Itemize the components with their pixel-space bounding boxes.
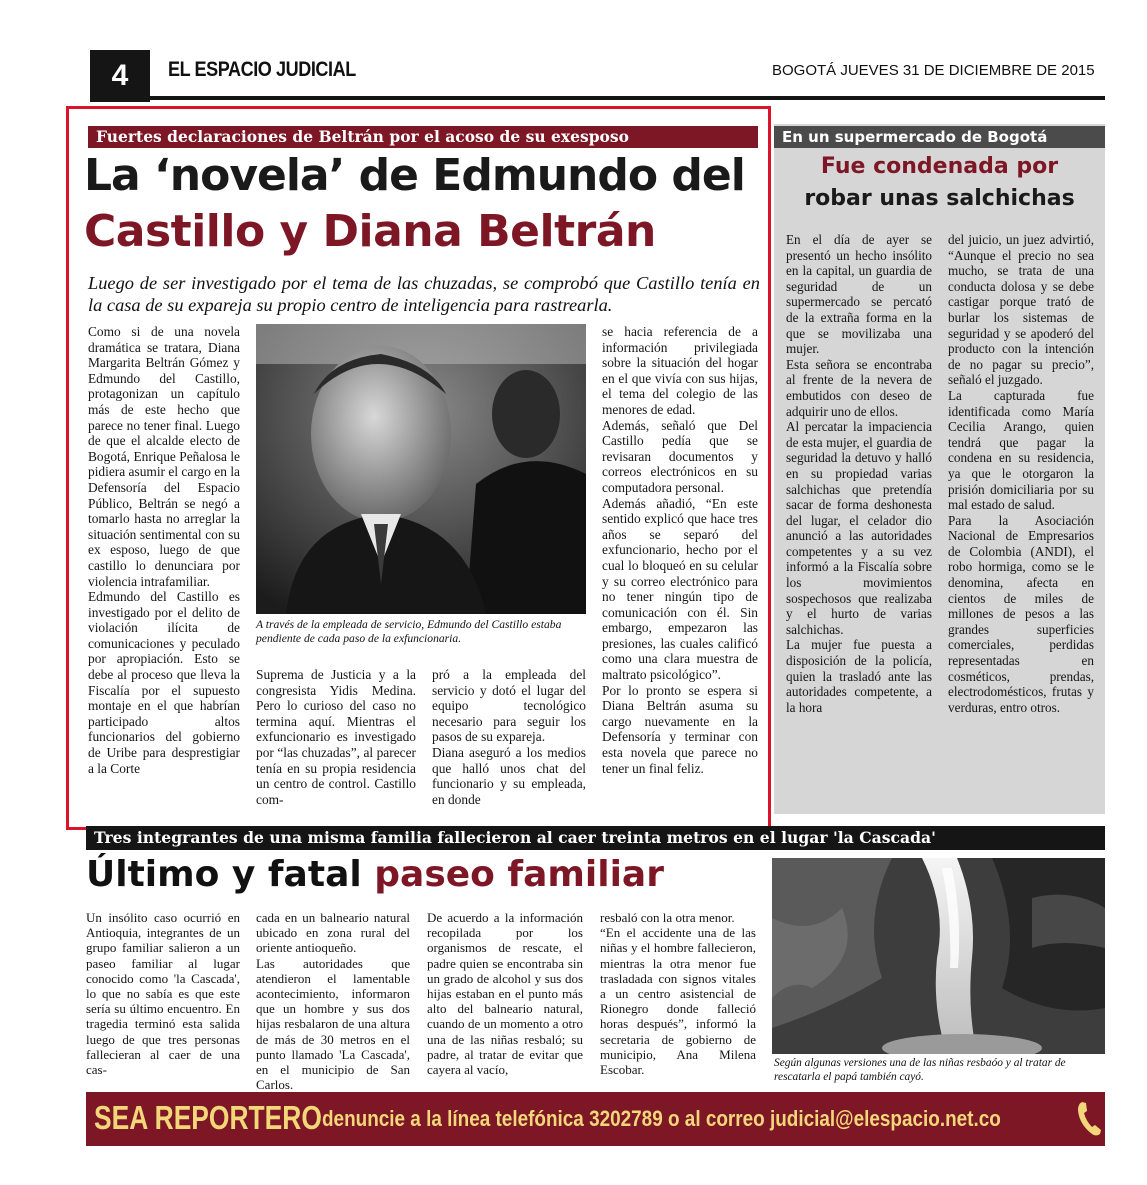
paragraph: Un insólito caso ocurrió en Antioquia, integrantes de un grupo familiar salieron a un paseo familiar al lugar conocido como 'la Cascada', lo que no sabía es que este sería su último encuentro. En tragedia terminó esta salida luego de que tres personas fallecieran al caer de una cas- <box>86 910 240 1078</box>
paragraph: Además, señaló que Del Castillo pedía que se revisaran documentos y correos electrónicos en su computadora personal. <box>602 417 758 495</box>
sidebar-article-headline-line2: robar unas salchichas <box>804 186 1075 211</box>
main-article-headline-line2: Castillo y Diana Beltrán <box>84 206 656 257</box>
bottom-article-headline <box>86 854 664 895</box>
section-title: EL ESPACIO JUDICIAL <box>168 58 356 81</box>
phone-handset-icon <box>1074 1096 1104 1140</box>
paragraph: “En el accidente una de las niñas y el hombre fallecieron, mientras la otra menor fue trasladada con signos vitales a un centro asistencial de Rionegro donde falleció horas después”, informó la secretaria de gobierno de municipio, Ana Milena Escobar. <box>600 925 756 1078</box>
bottom-article-column-4 <box>600 910 756 1077</box>
bottom-headline-red: paseo familiar <box>374 854 664 895</box>
paragraph: En el día de ayer se presentó un hecho insólito en la capital, un guardia de seguridad de un supermercado se percató de la extraña forma en la que se movilizaba una mujer. <box>786 232 932 357</box>
sidebar-article-headline-line1: Fue condenada por <box>820 154 1059 179</box>
main-article-headline-line1: La ‘novela’ de Edmundo del <box>84 150 745 201</box>
banner-lead: SEA REPORTERO <box>94 1099 322 1136</box>
paragraph: cada en un balneario natural ubicado en zona rural del oriente antioqueño. <box>256 910 410 956</box>
sidebar-article-column-1 <box>786 232 932 715</box>
sidebar-article-column-2 <box>948 232 1094 715</box>
portrait-photo-icon <box>256 324 586 614</box>
paragraph: Suprema de Justicia y a la congresista Yidis Medina. Pero lo curioso del caso no termina aquí. Mientras el exfuncionario es investigado por “las chuzadas”, al parecer tenía en su propia residencia un centro de control. Castillo com- <box>256 667 416 807</box>
paragraph: Las autoridades que atendieron el lamentable acontecimiento, informaron que un hombre y sus dos hijas resbalaron de una altura de más de 30 metros en el punto llamado 'La Cascada', en el municipio de San Carlos. <box>256 955 410 1093</box>
main-article-column-4 <box>602 324 758 776</box>
main-article-deck: Luego de ser investigado por el tema de las chuzadas, se comprobó que Castillo tenía en la casa de su expareja su propio centro de inteligencia para rastrearla. <box>88 273 760 315</box>
paragraph: La mujer fue puesta a disposición de la policía, quien la trasladó ante las autoridades competente, a la hora <box>786 637 932 715</box>
main-article-column-2 <box>256 667 416 807</box>
paragraph: Como si de una novela dramática se tratara, Diana Margarita Beltrán Gómez y Edmundo del Castillo, protagonizan un capítulo más de este hecho que parece no tener final. Luego de que el alcalde electo de Bogotá, Enrique Peñalosa le pidiera asumir el cargo en la Defensoría del Espacio Público, Beltrán se negó a tomarlo hasta no arreglar la situación sentimental con su ex esposo, luego de que castillo lo denunciara por violencia intrafamiliar. <box>88 324 240 589</box>
bottom-article-column-1 <box>86 910 240 1077</box>
issue-date: BOGOTÁ JUEVES 31 DE DICIEMBRE DE 2015 <box>772 62 1095 79</box>
paragraph: Edmundo del Castillo es investigado por el delito de violación ilícita de comunicaciones y peculado por apropiación. Esto se debe al proceso que lleva la Fiscalía por el supuesto montaje en el que habrían participado altos funcionarios del gobierno de Uribe para desprestigiar a la Corte <box>88 589 240 776</box>
bottom-article-column-3 <box>427 910 583 1077</box>
paragraph: La capturada fue identificada como María Cecilia Arango, quien tendrá que pagar la condena en su residencia, ya que le otorgaron la prisión domiciliaria por su mal estado de salud. <box>948 387 1094 513</box>
paragraph: Por lo pronto se espera si Diana Beltrán asuma su cargo nuevamente en la Defensoría y terminar con esta novela que parece no tener un final feliz. <box>602 682 758 776</box>
main-article-column-1 <box>88 324 240 776</box>
paragraph: Además añadió, “En este sentido explicó que hace tres años se separó del exfuncionario, hecho por el cual lo bloqueó en su celular y su correo electrónico para no tener ningún tipo de comunicación con él. Sin embargo, empezaron las presiones, las cuales calificó como una clara muestra de maltrato psicológico”. <box>602 495 758 683</box>
paragraph: Diana aseguró a los medios que halló unos chat del funcionario y su empleada, en donde <box>432 744 586 807</box>
bottom-article-kicker: Tres integrantes de una misma familia fallecieron al caer treinta metros en el lugar 'la Cascada' <box>86 826 1105 850</box>
page-number: 4 <box>90 50 150 102</box>
banner-contact-text: denuncie a la línea telefónica 3202789 o al correo judicial@elespacio.net.co <box>322 1106 1001 1131</box>
paragraph: resbaló con la otra menor. <box>600 910 735 925</box>
paragraph: De acuerdo a la información recopilada por los organismos de rescate, el padre quien se encontraba sin un grado de alcohol y sus dos hijas estaban en el punto más alto del balneario natural, cuando de un momento a otro una de las niñas resbaló; su padre, al tratar de evitar que cayera al vacío, <box>427 910 583 1078</box>
portrait-photo <box>256 324 586 614</box>
paragraph: Esta señora se encontraba al frente de la nevera de embutidos con deseo de adquirir uno de ellos. <box>786 356 932 419</box>
waterfall-photo-caption: Según algunas versiones una de las niñas resbaóo y al tratar de rescatarla el papá también cayó. <box>774 1057 1066 1083</box>
paragraph: se hacia referencia de a información privilegiada sobre la situación del hogar en el que vivía con sus hijas, el tema del colegio de las menores de edad. <box>602 324 758 417</box>
paragraph: pró a la empleada del servicio y dotó el lugar del equipo tecnológico necesario para seguir los pasos de su expareja. <box>432 667 586 745</box>
main-photo-caption: A través de la empleada de servicio, Edmundo del Castillo estaba pendiente de cada paso de la exfuncionaria. <box>256 618 562 645</box>
bottom-article-column-2 <box>256 910 410 1092</box>
bottom-headline-black: Último y fatal <box>86 854 362 895</box>
main-article-kicker: Fuertes declaraciones de Beltrán por el acoso de su exesposo <box>88 126 758 148</box>
sidebar-article-kicker: En un supermercado de Bogotá <box>774 126 1105 148</box>
header-rule <box>90 96 1105 100</box>
paragraph: Para la Asociación Nacional de Empresarios de Colombia (ANDI), el robo hormiga, como se le denomina, afecta en cientos de miles de millones de pesos a las grandes superficies comerciales, perdidas representadas en cosméticos, prendas, electrodomésticos, frutas y verduras, entro otros. <box>948 512 1094 715</box>
main-article-column-3 <box>432 667 586 807</box>
paragraph: Al percatar la impaciencia de esta mujer, el guardia de seguridad la detuvo y halló en su propiedad varias salchichas que pretendía sacar de forma deshonesta del lugar, el celador dio anunció a las autoridades competentes y a su vez informó a la Fiscalía sobre los movimientos sospechosos que realizaba y el hurto de varias salchichas. <box>786 419 932 637</box>
paragraph: del juicio, un juez advirtió, “Aunque el precio no sea mucho, se trata de una conducta dolosa y se debe castigar porque trató de burlar los sistemas de seguridad y se apoderó del producto con la intención de no pagar su precio”, señaló el juzgado. <box>948 232 1094 388</box>
waterfall-photo-icon <box>772 858 1105 1054</box>
waterfall-photo <box>772 858 1105 1054</box>
